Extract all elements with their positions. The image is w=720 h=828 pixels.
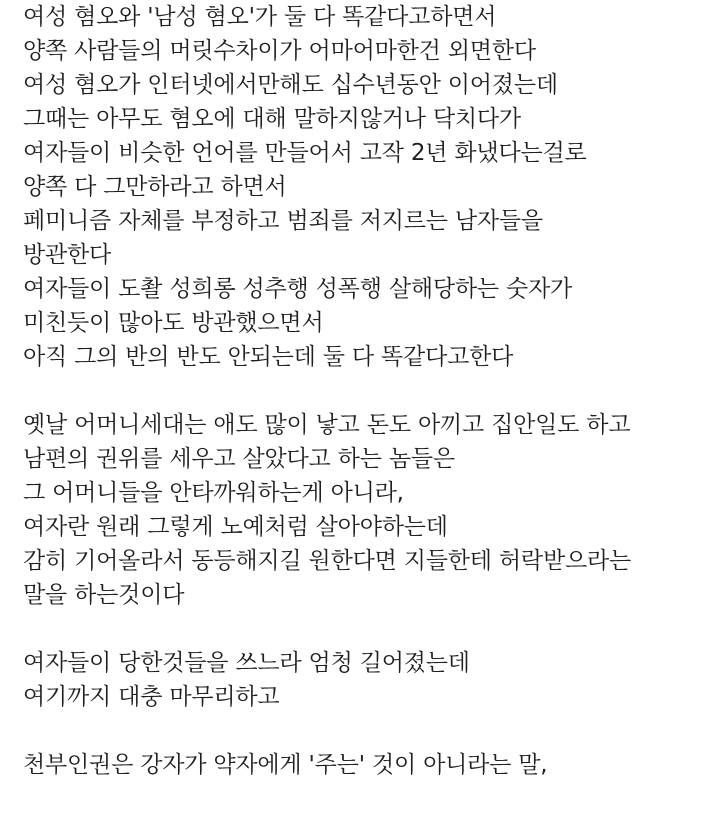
text-line: 여성 혐오와 '남성 혐오'가 둘 다 똑같다고하면서 — [23, 4, 497, 30]
text-line: 말을 하는것이다 — [23, 582, 185, 608]
text-line: 양쪽 사람들의 머릿수차이가 어마어마한건 외면한다 — [23, 38, 536, 64]
text-line: 여자들이 당한것들을 쓰느라 엄청 길어졌는데 — [23, 650, 470, 676]
paragraph — [23, 408, 713, 612]
text-line: 양쪽 다 그만하라고 하면서 — [23, 174, 287, 200]
text-line: 남편의 권위를 세우고 살았다고 하는 놈들은 — [23, 446, 455, 472]
paragraph — [23, 646, 713, 714]
text-line: 옛날 어머니세대는 애도 많이 낳고 돈도 아끼고 집안일도 하고 — [23, 412, 631, 438]
text-line: 천부인권은 강자가 약자에게 '주는' 것이 아니라는 말, — [23, 752, 548, 778]
paragraph — [23, 0, 713, 374]
text-line: 여자들이 비슷한 언어를 만들어서 고작 2년 화냈다는걸로 — [23, 140, 587, 166]
text-line: 그때는 아무도 혐오에 대해 말하지않거나 닥치다가 — [23, 106, 521, 132]
text-line: 여성 혐오가 인터넷에서만해도 십수년동안 이어졌는데 — [23, 72, 558, 98]
text-line: 감히 기어올라서 동등해지길 원한다면 지들한테 허락받으라는 — [23, 548, 632, 574]
text-line: 방관한다 — [23, 242, 112, 268]
text-line: 아직 그의 반의 반도 안되는데 둘 다 똑같다고한다 — [23, 344, 514, 370]
paragraph — [23, 748, 713, 782]
text-line: 여자들이 도촬 성희롱 성추행 성폭행 살해당하는 숫자가 — [23, 276, 573, 302]
text-line: 미친듯이 많아도 방관했으면서 — [23, 310, 324, 336]
text-line: 여자란 원래 그렇게 노예처럼 살아야하는데 — [23, 514, 448, 540]
post-body — [23, 0, 713, 782]
text-line: 여기까지 대충 마무리하고 — [23, 684, 280, 710]
text-line: 페미니즘 자체를 부정하고 범죄를 저지르는 남자들을 — [23, 208, 543, 234]
text-line: 그 어머니들을 안타까워하는게 아니라, — [23, 480, 404, 506]
